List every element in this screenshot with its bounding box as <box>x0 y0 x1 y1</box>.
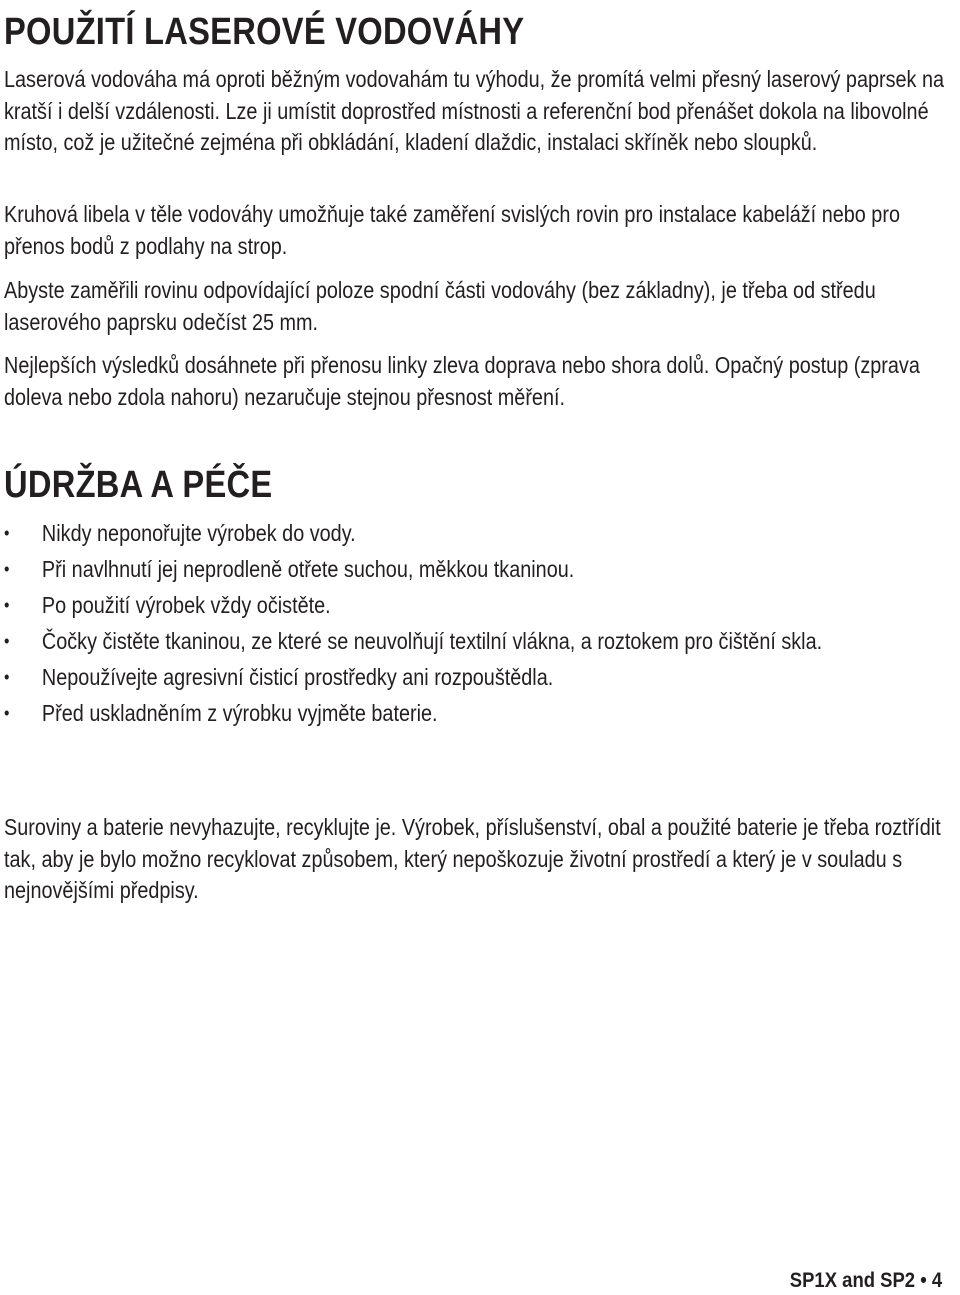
list-item <box>4 698 952 730</box>
page-footer-model-page-number: SP1X and SP2 • 4 <box>789 1269 942 1292</box>
usage-paragraph-circular-level: Kruhová libela v těle vodováhy umožňuje také zaměření svislých rovin pro instalace kabeláží nebo pro přenos bodů z podlahy na strop. <box>4 201 900 259</box>
bullet-icon: • <box>4 667 10 687</box>
care-item-text: Nikdy neponořujte výrobek do vody. <box>41 520 356 546</box>
list-item <box>4 662 952 694</box>
list-item <box>4 590 952 622</box>
list-item <box>4 626 952 658</box>
usage-paragraph-offset: Abyste zaměřili rovinu odpovídající poloze spodní části vodováhy (bez základny), je třeba od středu laserového paprsku odečíst 25 mm. <box>4 277 876 335</box>
bullet-icon: • <box>4 595 10 615</box>
bullet-icon: • <box>4 703 10 723</box>
usage-paragraph-intro: Laserová vodováha má oproti běžným vodovahám tu výhodu, že promítá velmi přesný laserový paprsek na kratší i delší vzdálenosti. Lze ji umístit doprostřed místnosti a referenční bod přenášet dokola na libovolné místo, což je užitečné zejména při obkládání, kladení dlaždic, instalaci skříněk nebo sloupků. <box>4 66 945 155</box>
bullet-icon: • <box>4 631 10 651</box>
recycling-note: Suroviny a baterie nevyhazujte, recyklujte je. Výrobek, příslušenství, obal a použité baterie je třeba roztřídit tak, aby je bylo možno recyklovat způsobem, který nepoškozuje životní prostředí a který je v souladu s nejnovějšími předpisy. <box>4 814 941 903</box>
list-item <box>4 518 952 550</box>
bullet-icon: • <box>4 523 10 543</box>
bullet-icon: • <box>4 559 10 579</box>
care-item-text: Po použití výrobek vždy očistěte. <box>41 592 331 618</box>
section-title-care: ÚDRŽBA A PÉČE <box>4 464 273 506</box>
care-item-text: Při navlhnutí jej neprodleně otřete suchou, měkkou tkaninou. <box>41 556 575 582</box>
section-title-usage: POUŽITÍ LASEROVÉ VODOVÁHY <box>4 11 525 53</box>
usage-paragraph-direction: Nejlepších výsledků dosáhnete při přenosu linky zleva doprava nebo shora dolů. Opačný postup (zprava doleva nebo zdola nahoru) nezaručuje stejnou přesnost měření. <box>4 352 920 410</box>
list-item <box>4 554 952 586</box>
care-item-text: Čočky čistěte tkaninou, ze které se neuvolňují textilní vlákna, a roztokem pro čištění skla. <box>41 628 823 654</box>
care-instructions-list <box>4 518 952 734</box>
care-item-text: Před uskladněním z výrobku vyjměte baterie. <box>41 700 438 726</box>
care-item-text: Nepoužívejte agresivní čisticí prostředky ani rozpouštědla. <box>41 664 554 690</box>
